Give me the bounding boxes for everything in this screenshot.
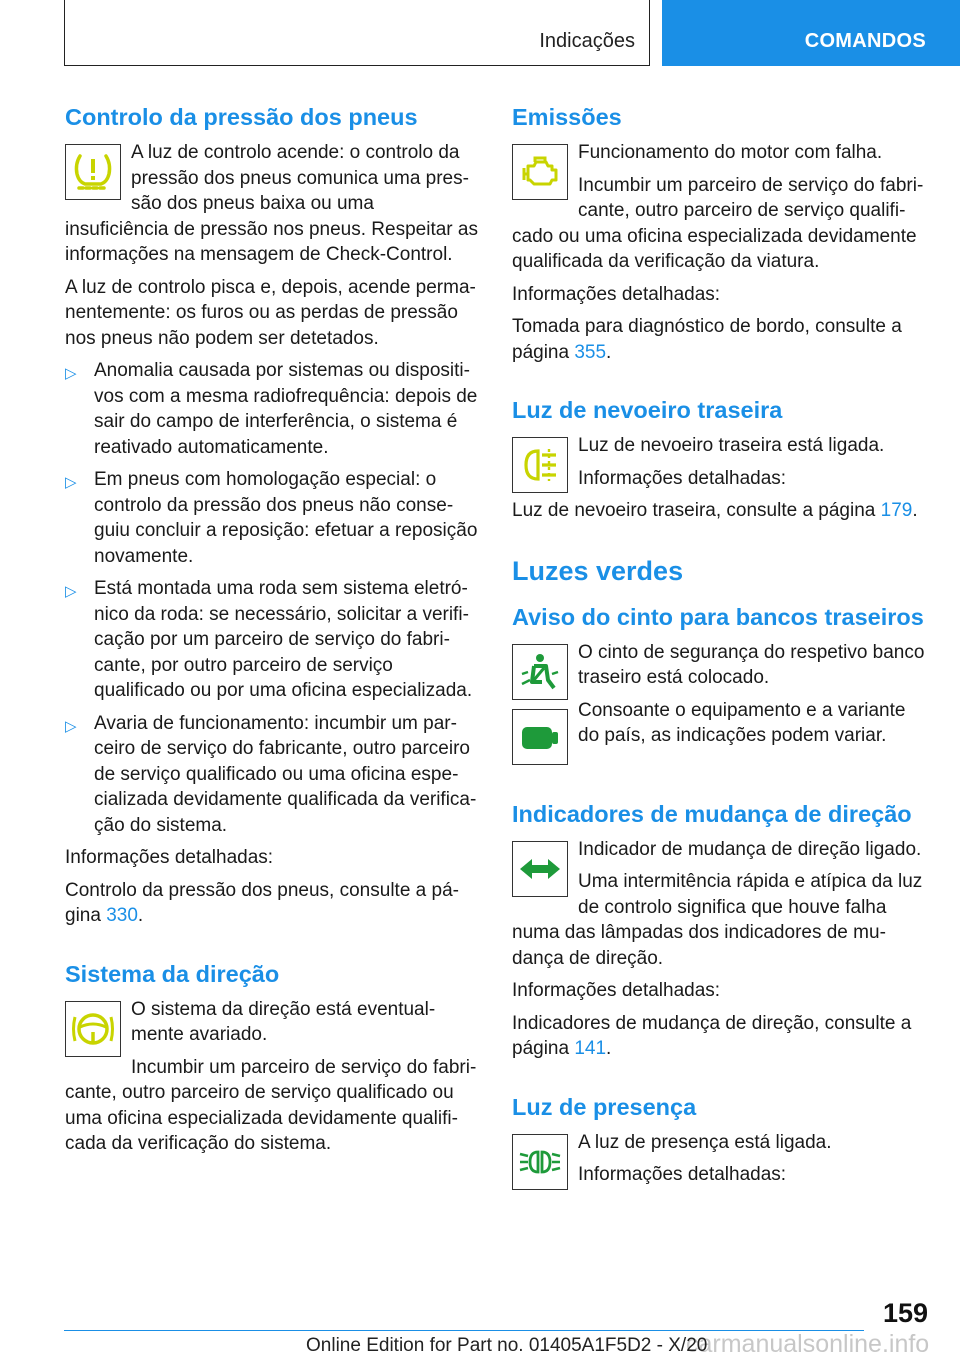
section-emissions bbox=[512, 100, 930, 365]
rear-fog-light-icon bbox=[512, 437, 568, 493]
turn-signal-icon bbox=[512, 841, 568, 897]
cross-reference: Tomada para diagnóstico de bordo, consulte a página 355. bbox=[512, 316, 902, 363]
watermark: carmanualsonline.info bbox=[686, 1330, 930, 1358]
paragraph: O cinto de segurança do respetivo banco traseiro está colocado. bbox=[578, 641, 925, 688]
section-seatbelt bbox=[512, 600, 930, 769]
section-tire-pressure bbox=[65, 100, 479, 929]
check-engine-icon bbox=[512, 144, 568, 200]
list-item: ▷ Em pneus com homologação especial: o controlo da pressão dos pneus não conseguiu concluir a reposição: efetuar a reposição novamente. bbox=[65, 469, 478, 567]
list-item: ▷ Está montada uma roda sem sistema eletrónico da roda: se necessário, solicitar a verificação por um parceiro de serviço do fabricante, por outro parceiro de serviço qualificado ou por uma oficina especializada. bbox=[65, 578, 473, 701]
paragraph: Uma intermitência rápida e atípica da luz de controlo significa que houve falha numa das lâmpadas dos indicadores de mudança de direção. bbox=[512, 871, 923, 969]
list-item: ▷ Anomalia causada por sistemas ou dispositivos com a mesma radiofrequência: depois de sair do campo de interferência, o sistema é reativado automaticamente. bbox=[65, 360, 478, 458]
chapter-tab-label: COMANDOS bbox=[804, 30, 926, 52]
paragraph: Incumbir um parceiro de serviço do fabricante, outro parceiro de serviço qualificado ou uma oficina especializada devidamente qualificada da verificação do sistema. bbox=[65, 1056, 477, 1154]
paragraph: Incumbir um parceiro de serviço do fabricante, outro parceiro de serviço qualificado ou uma oficina especializada devidamente qualificada da verificação da viatura. bbox=[512, 174, 924, 272]
page-link[interactable]: 355 bbox=[574, 341, 607, 363]
paragraph: A luz de controlo acende: o controlo da pressão dos pneus comunica uma pressão dos pneus baixa ou uma insuficiência de pressão nos pneus. Respeitar as informações na mensagem de Check-Control. bbox=[65, 142, 478, 265]
triangle-bullet-icon: ▷ bbox=[65, 365, 77, 382]
section-title: Indicadores de mudança de direção bbox=[512, 800, 912, 827]
triangle-bullet-icon: ▷ bbox=[65, 717, 77, 735]
section-title: Luz de presença bbox=[512, 1093, 697, 1120]
section-turn-signal bbox=[512, 797, 930, 1062]
bullet-list bbox=[65, 358, 479, 838]
info-label: Informações detalhadas: bbox=[578, 1164, 787, 1185]
list-item: ▷ Avaria de funcionamento: incumbir um parceiro de serviço do fabricante, outro parceiro de serviço qualificado ou uma oficina especializada devidamente qualificada da verificação do sistema. bbox=[65, 712, 477, 836]
paragraph: Funcionamento do motor com falha. bbox=[578, 142, 883, 163]
paragraph: O sistema da direção está eventualmente avariado. bbox=[131, 998, 436, 1045]
section-title: Aviso do cinto para bancos traseiros bbox=[512, 603, 924, 630]
steering-warning-icon bbox=[65, 1001, 121, 1057]
seatbelt-icon-group bbox=[512, 644, 568, 765]
triangle-bullet-icon: ▷ bbox=[65, 583, 77, 600]
section-tab-label: Indicações bbox=[539, 30, 635, 52]
cross-reference: Luz de nevoeiro traseira, consulte a página 179. bbox=[512, 500, 918, 521]
page-link[interactable]: 179 bbox=[880, 500, 913, 521]
right-column bbox=[512, 100, 930, 1216]
section-title: Controlo da pressão dos pneus bbox=[65, 104, 418, 130]
paragraph: Luz de nevoeiro traseira está ligada. bbox=[578, 435, 885, 456]
chapter-tab bbox=[662, 0, 960, 66]
info-label: Informações detalhadas: bbox=[578, 467, 787, 489]
section-tab bbox=[64, 0, 650, 66]
info-label: Informações detalhadas: bbox=[512, 283, 721, 305]
paragraph: Consoante o equipamento e a variante do país, as indicações podem variar. bbox=[578, 699, 906, 746]
section-title: Emissões bbox=[512, 104, 622, 130]
tire-pressure-warning-icon bbox=[65, 144, 121, 200]
chapter-heading: Luzes verdes bbox=[512, 555, 684, 586]
info-label: Informações detalhadas: bbox=[65, 847, 274, 868]
page-number: 159 bbox=[882, 1298, 928, 1328]
page-link[interactable]: 141 bbox=[574, 1038, 607, 1059]
left-column bbox=[65, 100, 479, 1185]
paragraph: A luz de presença está ligada. bbox=[578, 1131, 832, 1153]
section-title: Luz de nevoeiro traseira bbox=[512, 397, 783, 423]
section-parking-light bbox=[512, 1090, 930, 1188]
triangle-bullet-icon: ▷ bbox=[65, 474, 77, 491]
paragraph: A luz de controlo pisca e, depois, acende permanentemente: os furos ou as perdas de pressão nos pneus não podem ser detetados. bbox=[65, 276, 476, 349]
paragraph: Indicador de mudança de direção ligado. bbox=[578, 838, 922, 860]
section-rear-fog bbox=[512, 393, 930, 524]
section-title: Sistema da direção bbox=[65, 960, 280, 987]
seat-indicator-icon bbox=[512, 709, 568, 765]
page-link[interactable]: 330 bbox=[106, 905, 138, 926]
parking-light-icon bbox=[512, 1134, 568, 1190]
cross-reference: Indicadores de mudança de direção, consulte a página 141. bbox=[512, 1012, 912, 1059]
seatbelt-icon bbox=[512, 644, 568, 700]
info-label: Informações detalhadas: bbox=[512, 980, 721, 1001]
section-steering bbox=[65, 957, 479, 1157]
edition-note: Online Edition for Part no. 01405A1F5D2 - X/20 bbox=[306, 1335, 708, 1356]
cross-reference: Controlo da pressão dos pneus, consulte a página 330. bbox=[65, 879, 459, 926]
